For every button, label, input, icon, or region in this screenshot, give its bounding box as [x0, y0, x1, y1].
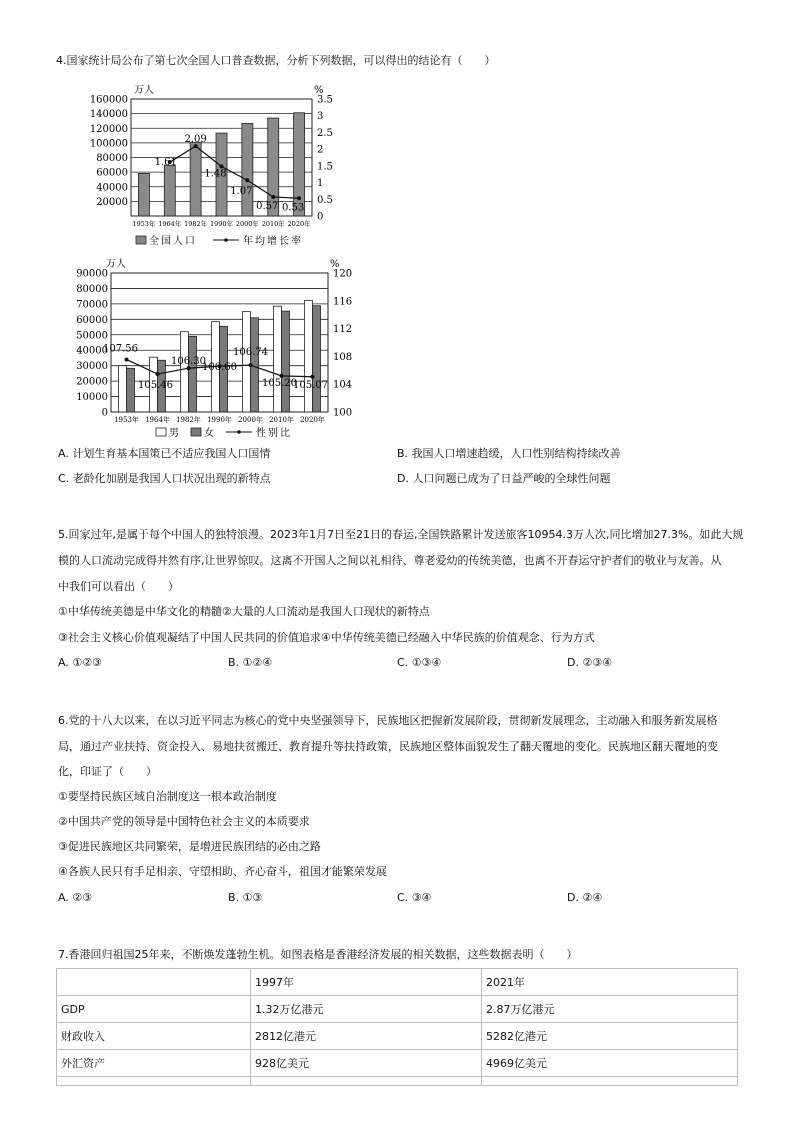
bar-男	[119, 366, 127, 412]
x-tick-label: 2000年	[235, 220, 259, 228]
q6-option-a[interactable]	[58, 891, 92, 905]
table-row	[57, 1050, 738, 1077]
legend-swatch	[191, 428, 201, 436]
option-label: D.	[567, 656, 579, 669]
y-tick-label: 120000	[89, 123, 128, 135]
legend-label: 男	[169, 428, 181, 439]
y-axis-unit: 万人	[134, 85, 154, 96]
y2-tick-label: 120	[333, 268, 353, 280]
bar-女	[189, 336, 197, 412]
y2-tick-label: 100	[333, 407, 353, 419]
y-tick-label: 80000	[76, 283, 108, 295]
y-tick-label: 90000	[76, 268, 108, 280]
table-cell: GDP	[57, 996, 251, 1023]
y-tick-label: 20000	[96, 196, 128, 208]
y-axis-unit: 万人	[106, 259, 126, 270]
data-label: 106.30	[171, 356, 206, 368]
option-label: A.	[58, 447, 69, 460]
option-text: ①②④	[242, 656, 273, 669]
line-point	[297, 196, 301, 200]
data-label: 0.57	[256, 200, 279, 212]
bar-男	[274, 306, 282, 412]
table-header-row	[57, 969, 738, 996]
q6-statement-1: ①要坚持民族区域自治制度这一根本政治制度	[58, 790, 277, 803]
q5-statement-line-2: ③社会主义核心价值观凝结了中国人民共同的价值追求④中华传统美德已经融入中华民族的价值观念、行为方式	[58, 631, 595, 644]
y-tick-label: 40000	[76, 345, 108, 357]
q6-statement-4: ④各族人民只有手足相亲、守望相助、齐心奋斗，祖国才能繁荣发展	[58, 865, 387, 878]
q6-statement-2: ②中国共产党的领导是中国特色社会主义的本质要求	[58, 815, 310, 828]
line-point	[125, 357, 129, 361]
table-row-empty	[57, 1077, 738, 1086]
y2-tick-label: 2	[317, 144, 324, 156]
x-tick-label: 1982年	[176, 416, 201, 424]
population-growth-chart	[56, 72, 356, 250]
data-label: 106.74	[233, 347, 268, 359]
option-text: 我国人口增速趋缓，人口性别结构持续改善	[411, 447, 621, 460]
q6-option-c[interactable]	[397, 891, 431, 905]
y-tick-label: 60000	[96, 167, 128, 179]
x-tick-label: 1964年	[158, 220, 182, 228]
y-tick-label: 70000	[76, 299, 108, 311]
table-cell: 2.87万亿港元	[482, 996, 738, 1023]
table-cell: 财政收入	[57, 1023, 251, 1050]
option-text: 老龄化加剧是我国人口状况出现的新特点	[72, 472, 271, 485]
y-tick-label: 0	[101, 407, 108, 419]
y2-tick-label: 104	[333, 379, 353, 391]
option-label: B.	[228, 891, 240, 904]
q6-option-d[interactable]	[567, 891, 602, 905]
option-label: D.	[397, 472, 409, 485]
legend-swatch	[136, 236, 146, 244]
x-tick-label: 1953年	[114, 416, 139, 424]
x-tick-label: 2010年	[269, 416, 294, 424]
option-label: C.	[397, 656, 409, 669]
option-label: C.	[58, 472, 70, 485]
y-tick-label: 40000	[96, 182, 128, 194]
data-label: 105.07	[293, 379, 328, 391]
q4-option-d[interactable]	[397, 472, 610, 486]
option-text: ②③④	[582, 656, 613, 669]
y2-tick-label: 108	[333, 351, 353, 363]
q6-statement-3: ③促进民族地区共同繁荣，是增进民族团结的必由之路	[58, 840, 321, 853]
y-tick-label: 60000	[76, 314, 108, 326]
bar-女	[127, 368, 135, 412]
bar-女	[313, 306, 321, 412]
table-row	[57, 1023, 738, 1050]
y2-tick-label: 3.5	[317, 94, 333, 106]
option-label: A.	[58, 656, 69, 669]
data-label: 1.48	[204, 168, 227, 180]
line-point	[311, 375, 315, 379]
q5-stem-line-3: 中我们可以看出（ ）	[58, 580, 179, 593]
q6-stem-line-2: 局，通过产业扶持、资金投入、易地扶贫搬迁、教育提升等扶持政策，民族地区整体面貌发生了翻天覆地的变化。民族地区翻天覆地的变	[58, 740, 718, 753]
y2-tick-label: 112	[333, 324, 353, 336]
hk-economy-table	[56, 968, 738, 1086]
q4-option-c[interactable]	[58, 472, 271, 486]
q5-stem-line-2: 模的人口流动完成得井然有序,让世界惊叹。这离不开国人之间以礼相待、尊老爱幼的传统美德，也离不开春运守护者们的敬业与友善。从	[58, 554, 722, 567]
line-point	[271, 195, 275, 199]
x-tick-label: 2020年	[287, 220, 311, 228]
y2-tick-label: 116	[333, 296, 353, 308]
q5-option-b[interactable]	[228, 656, 272, 670]
table-header-cell	[57, 969, 251, 996]
x-tick-label: 2000年	[238, 416, 263, 424]
y2-tick-label: 1.5	[317, 161, 333, 173]
q6-option-b[interactable]	[228, 891, 262, 905]
sex-ratio-chart	[56, 254, 366, 442]
table-header-cell: 1997年	[251, 969, 482, 996]
y-tick-label: 10000	[76, 392, 108, 404]
table-cell: 5282亿港元	[482, 1023, 738, 1050]
q5-statement-line-1: ①中华传统美德是中华文化的精髓②大量的人口流动是我国人口现状的新特点	[58, 605, 430, 618]
x-tick-label: 1982年	[184, 220, 208, 228]
bar-男	[305, 300, 313, 412]
legend-label: 女	[204, 428, 216, 439]
data-label: 0.53	[281, 202, 305, 214]
q5-stem-line-1: 5.回家过年,是属于每个中国人的独特浪漫。2023年1月7日至21日的春运,全国铁路累计发送旅客10954.3万人次,同比增加27.3%。如此大规	[58, 528, 744, 541]
y-tick-label: 30000	[76, 361, 108, 373]
table-header-cell: 2021年	[482, 969, 738, 996]
bar-全国人口	[164, 165, 175, 216]
y2-axis-unit: %	[314, 85, 324, 96]
option-text: ②③	[72, 891, 93, 904]
y2-axis-unit: %	[330, 259, 340, 270]
option-text: ①③	[242, 891, 263, 904]
y2-tick-label: 0	[317, 211, 324, 223]
q6-stem-line-3: 化，印证了（ ）	[58, 765, 157, 778]
legend-marker	[237, 430, 241, 434]
bar-全国人口	[294, 113, 305, 216]
option-label: C.	[397, 891, 409, 904]
line-point	[245, 178, 249, 182]
option-label: D.	[567, 891, 579, 904]
y2-tick-label: 1	[317, 178, 324, 190]
x-tick-label: 2010年	[261, 220, 285, 228]
q5-option-d[interactable]	[567, 656, 612, 670]
y-tick-label: 160000	[89, 94, 128, 106]
y-tick-label: 140000	[89, 109, 128, 121]
table-cell: 1.32万亿港元	[251, 996, 482, 1023]
option-text: ③④	[411, 891, 432, 904]
q4-option-a[interactable]	[58, 447, 270, 461]
data-label: 105.20	[262, 377, 297, 389]
option-text: ①②③	[72, 656, 102, 669]
table-row	[57, 996, 738, 1023]
bar-男	[181, 332, 189, 412]
y-tick-label: 50000	[76, 330, 108, 342]
table-cell: 4969亿美元	[482, 1050, 738, 1077]
bar-全国人口	[190, 142, 201, 216]
x-tick-label: 2020年	[300, 416, 325, 424]
q4-stem: 4.国家统计局公布了第七次全国人口普查数据，分析下列数据，可以得出的结论有（ ）	[56, 54, 496, 67]
q5-option-a[interactable]	[58, 656, 102, 670]
option-label: B.	[228, 656, 240, 669]
q5-option-c[interactable]	[397, 656, 441, 670]
data-label: 1.61	[154, 157, 177, 169]
table-cell: 2812亿港元	[251, 1023, 482, 1050]
legend-label: 年均增长率	[243, 236, 303, 247]
legend-marker	[224, 238, 228, 242]
y2-tick-label: 2.5	[317, 127, 333, 139]
data-label: 1.07	[230, 186, 253, 198]
option-text: ①③④	[411, 656, 442, 669]
y-tick-label: 100000	[89, 138, 128, 150]
bar-全国人口	[138, 173, 149, 216]
line-point	[156, 372, 160, 376]
legend-swatch	[156, 428, 166, 436]
x-tick-label: 1990年	[207, 416, 232, 424]
data-label: 107.56	[103, 343, 138, 355]
data-label: 2.09	[184, 134, 207, 146]
data-label: 106.60	[202, 362, 237, 374]
y2-tick-label: 0.5	[317, 194, 333, 206]
legend-label: 性别比	[256, 428, 292, 439]
bar-男	[243, 312, 251, 412]
option-label: A.	[58, 891, 69, 904]
x-tick-label: 1964年	[145, 416, 170, 424]
y-tick-label: 20000	[76, 376, 108, 388]
table-cell: 928亿美元	[251, 1050, 482, 1077]
bar-全国人口	[242, 123, 253, 216]
data-label: 105.46	[138, 380, 173, 392]
y2-tick-label: 3	[317, 111, 324, 123]
q7-stem: 7.香港回归祖国25年来，不断焕发蓬勃生机。如图表格是香港经济发展的相关数据，这些数据表明（ ）	[58, 948, 578, 961]
q4-option-b[interactable]	[397, 447, 621, 461]
option-text: ②④	[582, 891, 603, 904]
option-text: 计划生育基本国策已不适应我国人口国情	[72, 447, 271, 460]
y-tick-label: 80000	[96, 153, 128, 164]
x-tick-label: 1953年	[132, 220, 156, 228]
option-label: B.	[397, 447, 409, 460]
table-cell: 外汇资产	[57, 1050, 251, 1077]
bar-女	[282, 311, 290, 412]
legend-label: 全国人口	[149, 236, 197, 247]
x-tick-label: 1990年	[209, 220, 234, 228]
line-point	[249, 363, 253, 367]
option-text: 人口问题已成为了日益严峻的全球性问题	[412, 472, 611, 485]
q6-stem-line-1: 6.党的十八大以来，在以习近平同志为核心的党中央坚强领导下，民族地区把握新发展阶段，贯彻新发展理念，主动融入和服务新发展格	[58, 714, 718, 727]
